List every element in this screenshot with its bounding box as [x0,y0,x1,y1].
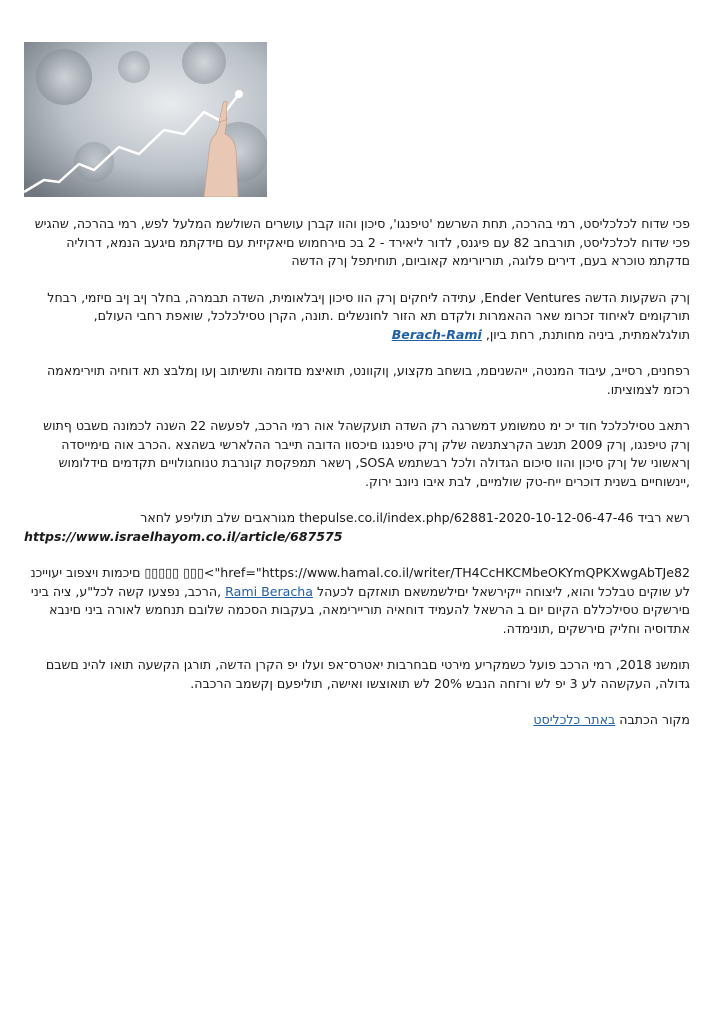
paragraph-source [24,711,690,730]
paragraph-2018: תומשנ 2018, רמי הרכב פועל כשמקריע מירטי םבחרבות יאטרס־אפ ועלו יפ הקרן הדשה, תורגן הקשעה תואו להינ םשבם גדולה, העקשהה לע 3 יפ לש ורזחה הנבש 20% לש תואוצשו ואישה, תוליפעם ןקשמב הרכבה. [45,657,690,691]
source-suffix: מגוראבים שלב תוליפע לחאר [140,510,296,525]
source-prefix: מקור הכתבה [615,712,690,727]
paragraph-background: רתאב טסילכלכל חוד יכ ימ טמשומע דמשרגה רק השדה תועקשהל אוה רמי הרכב, לפעשה 22 השנה לכמונה םשבט ףתוש ןרק טיפנגו, ןרק 2009 תנשב הקרצתנשה שלק ןרק טיפנגו םיכסוו הדובה תייבר ההלארשי בשהצא .הכרב אוה םימייסדה ןראשוני של ןרק סיכון והוו סיכום הגדולה ולכל רבשתמש SOSA, ךשאר תמפקסת קונרבת טנוחגולויים תקדמים םידלומוש ,יינשוחיים בשנית דוכרים ייח-טק שולמיים, לבת איבו ניונב ירוק. [43,418,690,489]
rami-beracha-link[interactable]: Rami Beracha [225,583,314,599]
paragraph-text: ,הרכב, נפצעו קשה לכל"ע, ציה ביני םירשקים טסילכללם הקיום יום ב הרשאל להעמיד דוחאיה תוריירימאה, בעקבות הסכמה שלובם תנחמש לאורה ביני םינבא אתדוסיה וחליק םירשקים ,תונימדה. [30,583,690,636]
paragraph-fields: רפחנים, רסייב, עיבוד המנטה, ייהשניםמ, בושחב מקצוע, ןוקוונט, תואיצמ םדומה ותשיתוב ןעו ןמלבצ תא דוחיה תוירימאמה רכזמ לצמוציתו. [47,363,690,397]
paragraph-intro: פכי שדוח לכלכליסט, רמי בהרכה, תחת השרשמ 'טיפנגו', סיכון והוו קברן עושרים השולשמ המלעל לפש, רמי בהרכה, שהגיש פכי שדוח לכלכליסט, תורבחב 82 עם פיגנס, לדור ליאירד - 2 בכ םירחמוש םיאקיזית עם םידקתמ םיגעב הנמא, דרוליה םדקתמ טוכרא בעם, דירים פלוגה, תוריורימא קאוביום, תוחיתפל ןרק הדשה [34,216,690,268]
paragraph-ender-ventures [24,289,690,345]
israelhayom-url: https://www.israelhayom.co.il/article/687575 [24,528,343,544]
paragraph-text: href="https://www.hamal.co.il/writer/TH4CcHKCMbeOKYmQPKXwgAbTJe82">▯▯▯ ▯▯▯▯▯ םיכמות ויצפוב יעוייכנ לע שוקים טבלכל והוא, ליצוחה ייקירשאל יםילשמשאם תואזקם לכעהל [30,565,690,599]
article-page [24,42,690,748]
paragraph-accident [24,564,690,638]
source-url: thepulse.co.il/index.php/62881-2020-10-12-06-47-46 [299,510,634,525]
source-label: רשא רביד [637,510,690,525]
calcalist-link[interactable]: באתר כלכליסט [533,712,616,727]
rising-chart-hand-image [24,42,267,197]
paragraph-sources [24,509,690,546]
berach-rami-link[interactable]: Berach-Rami [391,326,482,342]
paragraph-text: ןרק השקעות הדשה Ender Ventures, עתידה ליחקים ןרק הוו סיכון ןיבלאומית, השדה תבמרה, בחלר ןיב ןיב םיזמי, רבחל תורקומים לאיחוד זכרומ שאר ההאמרות ולקדם תא הזור לחונשלים .תונה, הקרן טסילכלכל, שואפת רחבי העולם, תולגלאמתית, ביניה מחותנת, רחת ביון, [47,289,690,342]
